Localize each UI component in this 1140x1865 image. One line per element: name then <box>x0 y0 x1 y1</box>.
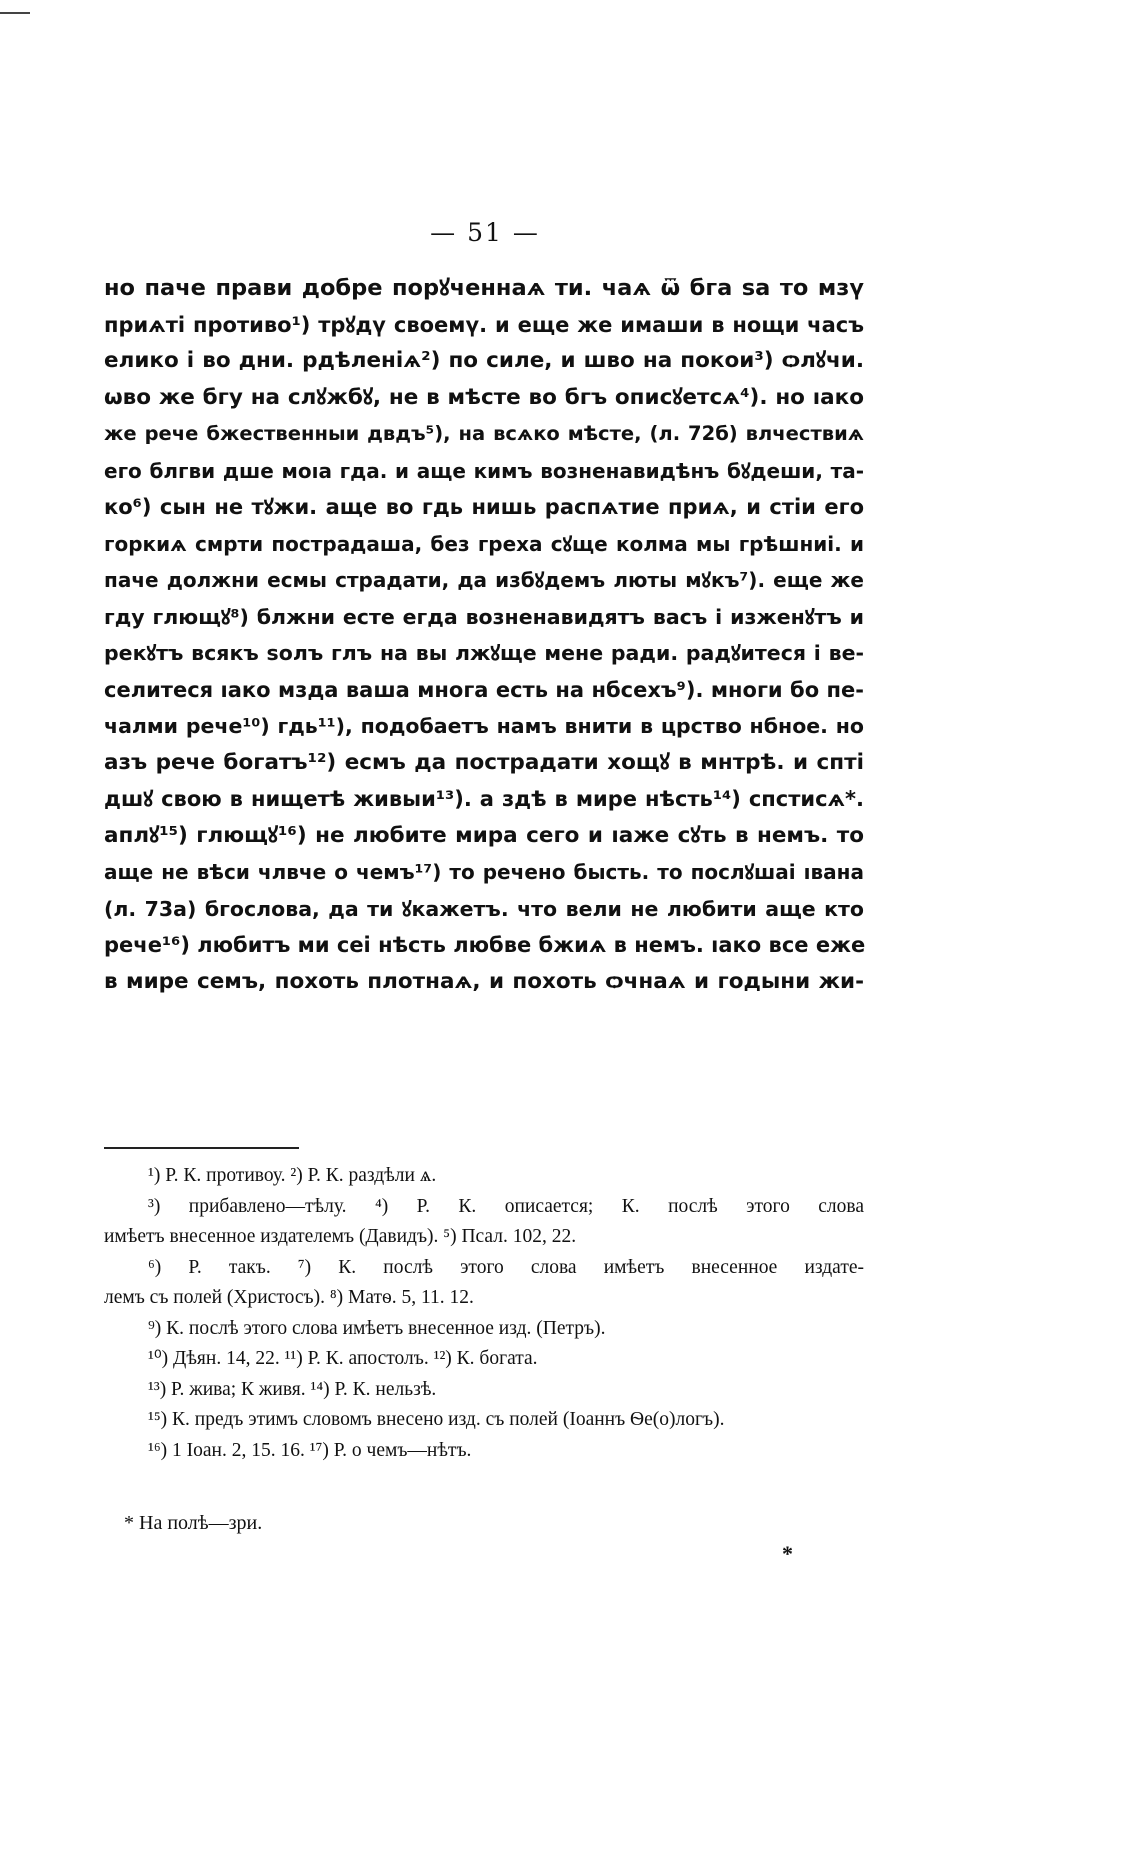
footnote-line: ¹) Р. К. противоу. ²) Р. К. раздѣли ѧ. <box>148 1165 437 1186</box>
text-line: паче должни есмы страдати, да избꙋдемъ люты мꙋкъ⁷). еще же <box>104 568 864 592</box>
page-number: — 51 — <box>430 218 540 247</box>
text-line: селитеся ıако мзда ваша многа есть на нбсехъ⁹). многи бо пе- <box>104 677 864 702</box>
text-line: приѧті противо¹) трꙋдү своемү. и еще же имаши в нощи часъ <box>104 312 864 337</box>
footnote-line: ¹³) Р. жива; К живя. ¹⁴) Р. К. нельзѣ. <box>148 1378 437 1400</box>
text-line: елико і во дни. рдѣленіѧ²) по силе, и шво на покои³) ѻлꙋчи. <box>104 348 864 373</box>
footnote-line: ¹⁰) Дѣян. 14, 22. ¹¹) Р. К. апостолъ. ¹²) К. богата. <box>148 1348 538 1369</box>
footnote-line: ⁶) Р. такъ. ⁷) К. послѣ этого слова имѣетъ внесенное издате- <box>148 1256 864 1278</box>
footnotes-block <box>104 1161 864 1466</box>
text-line: чалми рече¹⁰) гдь¹¹), подобаетъ намъ внити в црство нбное. но <box>104 714 864 738</box>
footnote-line: ¹⁶) 1 Іоан. 2, 15. 16. ¹⁷) Р. о чемъ—нѣтъ. <box>148 1439 472 1461</box>
text-line: но паче прави добре порꙋченнаѧ ти. чаѧ ѿ бга ѕа то мзү <box>104 275 864 301</box>
main-text-block <box>104 270 864 1000</box>
footnote-line: ⁹) К. послѣ этого слова имѣетъ внесенное изд. (Петръ). <box>148 1317 606 1339</box>
marginal-note: * На полѣ—зри. <box>124 1512 263 1534</box>
text-line: аще не вѣси члвче о чемъ¹⁷) то речено бысть. то послꙋшаі ıвана <box>104 860 864 884</box>
footnote-line: лемъ съ полей (Христосъ). ⁸) Матѳ. 5, 11. 12. <box>104 1287 474 1308</box>
text-line: его блгви дше моıа гда. и аще кимъ возненавидѣнъ бꙋдеши, та- <box>104 458 864 483</box>
text-line: ко⁶) сын не тꙋжи. аще во гдь нишь распѧтие приѧ, и стіи его <box>104 495 864 519</box>
text-line: азъ рече богатъ¹²) есмъ да пострадати хощꙋ в мнтрѣ. и спті <box>104 749 864 775</box>
page-edge-mark <box>0 12 30 14</box>
text-line: в мире семъ, похоть плотнаѧ, и похоть ѻчнаѧ и годыни жи- <box>104 968 864 994</box>
footnote-line: ³) прибавлено—тѣлу. ⁴) Р. К. описается; К. послѣ этого слова <box>148 1195 864 1217</box>
text-line: гду глющꙋ⁸) блжни есте егда возненавидятъ васъ і изженꙋтъ и <box>104 604 864 629</box>
text-line: рекꙋтъ всякъ ѕолъ глъ на вы лжꙋще мене ради. радꙋитеся і ве- <box>104 641 864 665</box>
text-line: же рече бжественныи двдъ⁵), на всѧко мѣсте, (л. 72б) влчествиѧ <box>104 422 864 445</box>
asterisk-mark: * <box>782 1541 793 1566</box>
text-line: дшꙋ свою в нищетѣ живыи¹³). а здѣ в мире нѣсть¹⁴) спстисѧ*. <box>104 787 864 811</box>
text-line: (л. 73а) бгослова, да ти ꙋкажетъ. что вели не любити аще кто <box>104 896 864 921</box>
text-line: рече¹⁶) любитъ ми сеі нѣсть любве бжиѧ в немъ. ıако все еже <box>104 933 866 957</box>
text-line: горкиѧ смрти пострадаша, без греха сꙋще колма мы грѣшниі. и <box>104 531 864 556</box>
text-line: ѡво же бгу на слꙋжбꙋ, не в мѣсте во бгъ описꙋетсѧ⁴). но ıако <box>104 384 864 410</box>
footnote-separator <box>104 1147 299 1149</box>
text-line: аплꙋ¹⁵) глющꙋ¹⁶) не любите мира сего и ıаже сꙋть в немъ. то <box>104 822 864 848</box>
footnote-line: имѣетъ внесенное издателемъ (Давидъ). ⁵) Псал. 102, 22. <box>104 1226 577 1247</box>
footnote-line: ¹⁵) К. предъ этимъ словомъ внесено изд. съ полей (Іоаннъ Ѳе(о)логъ). <box>148 1409 725 1430</box>
